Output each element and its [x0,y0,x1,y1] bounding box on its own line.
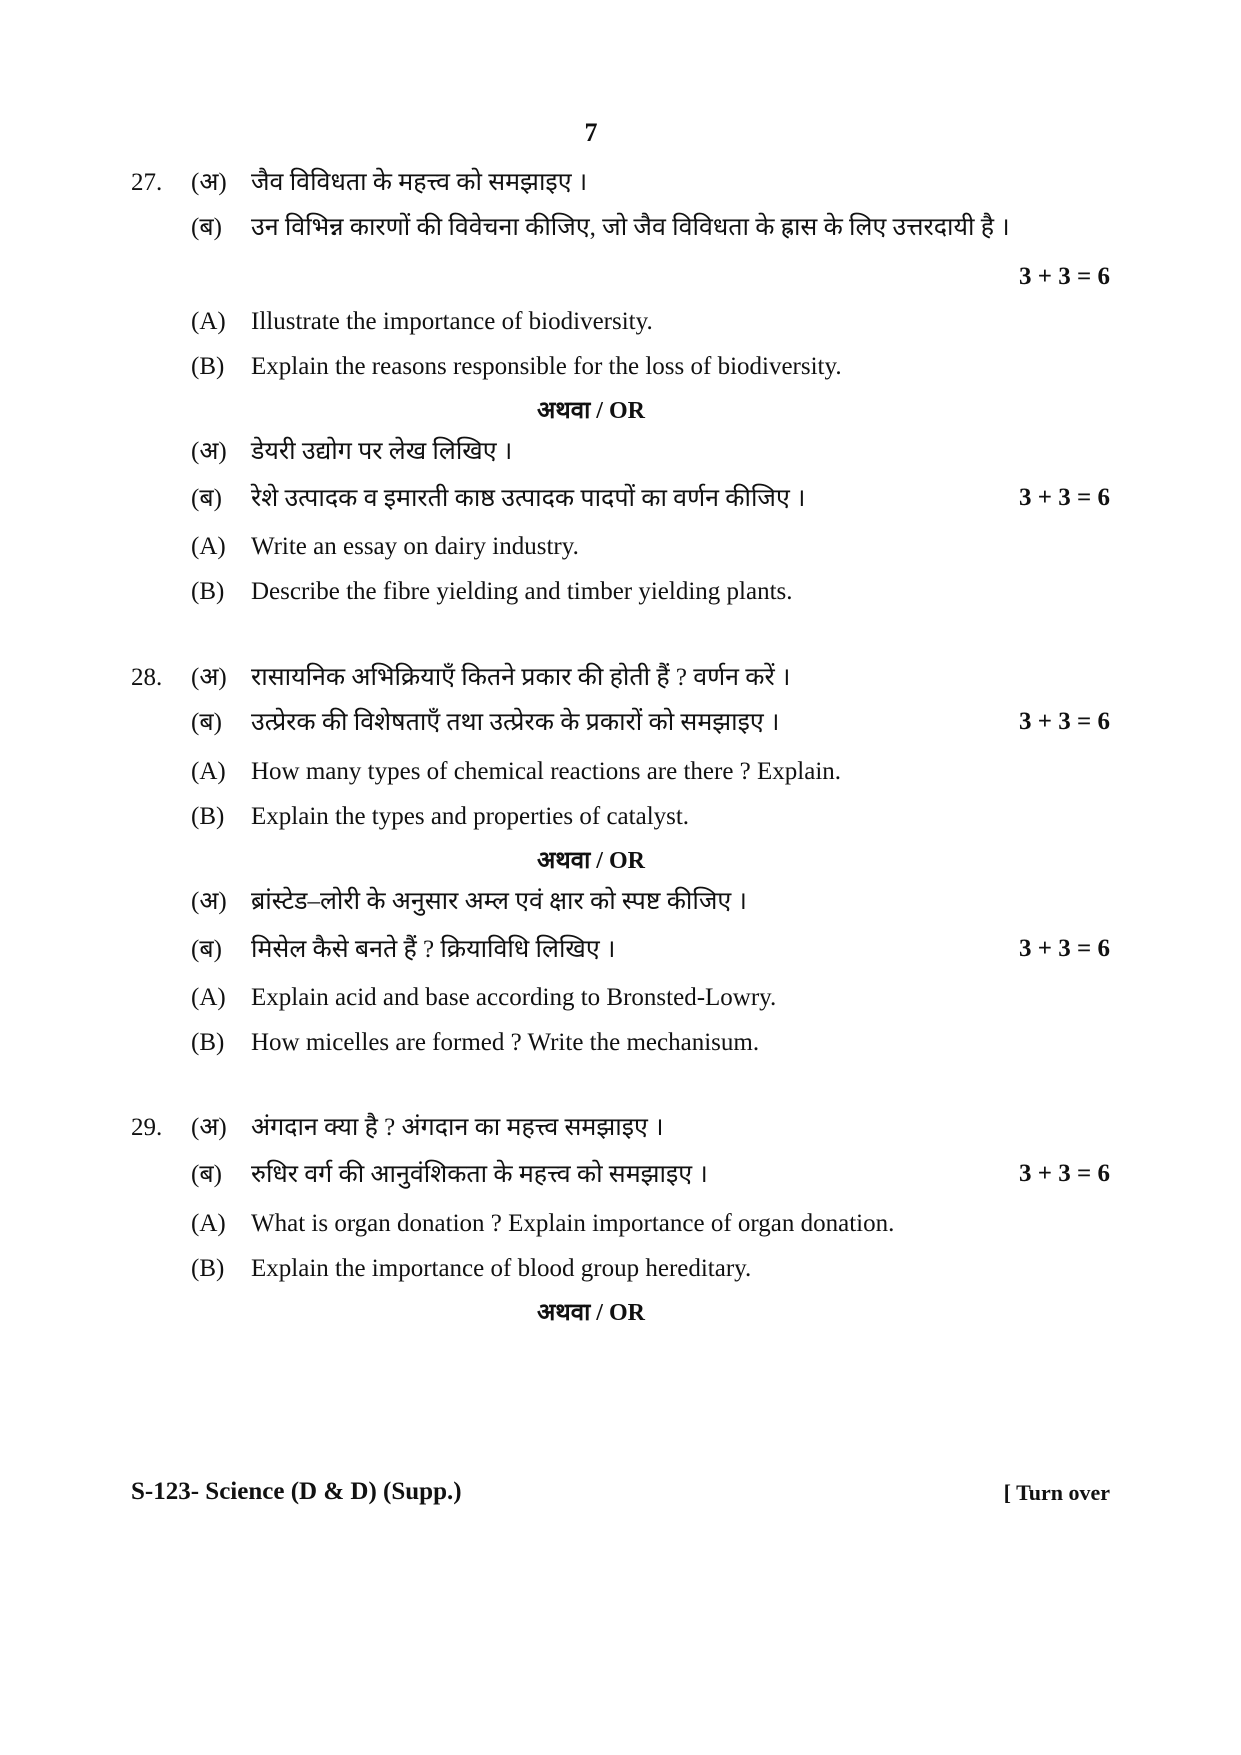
part-label: (अ) [191,438,227,465]
part-text: What is organ donation ? Explain importance of organ donation. [251,1210,895,1237]
part-text: How micelles are formed ? Write the mechanisum. [251,1029,760,1056]
part-text: रुधिर वर्ग की आनुवंशिकता के महत्त्व को समझाइए । [251,1161,708,1188]
part-label: (B) [191,578,225,605]
part-text: उन विभिन्न कारणों की विवेचना कीजिए, जो जैव विविधता के ह्रास के लिए उत्तरदायी है । [251,214,1010,241]
marks: 3 + 3 = 6 [1019,263,1110,290]
part-label: (अ) [191,1114,227,1141]
part-text: Describe the fibre yielding and timber yielding plants. [251,578,793,605]
part-text: अंगदान क्या है ? अंगदान का महत्त्व समझाइए । [251,1114,664,1141]
part-text: Explain the reasons responsible for the loss of biodiversity. [251,353,842,380]
part-text: रासायनिक अभिक्रियाएँ कितने प्रकार की होती हैं ? वर्णन करें । [251,664,791,691]
or-divider: अथवा / OR [537,848,645,874]
part-label: (B) [191,353,225,380]
part-label: (ब) [191,214,222,241]
question-number: 28. [131,664,163,691]
question-number: 27. [131,169,163,196]
part-label: (अ) [191,169,227,196]
part-label: (A) [191,984,226,1011]
turn-over-note: [ Turn over [1003,1480,1110,1505]
part-text: रेशे उत्पादक व इमारती काष्ठ उत्पादक पादपों का वर्णन कीजिए । [251,485,806,512]
part-label: (A) [191,308,226,335]
paper-code: S-123- Science (D & D) (Supp.) [131,1478,462,1505]
marks: 3 + 3 = 6 [1019,935,1110,962]
page-number: 7 [584,118,598,147]
part-text: उत्प्रेरक की विशेषताएँ तथा उत्प्रेरक के प्रकारों को समझाइए । [251,709,780,736]
marks: 3 + 3 = 6 [1019,708,1110,735]
part-label: (अ) [191,664,227,691]
part-label: (ब) [191,936,222,963]
part-text: जैव विविधता के महत्त्व को समझाइए । [251,169,588,196]
part-label: (ब) [191,709,222,736]
part-text: डेयरी उद्योग पर लेख लिखिए । [251,438,513,465]
part-label: (A) [191,533,226,560]
marks: 3 + 3 = 6 [1019,484,1110,511]
part-text: Write an essay on dairy industry. [251,533,579,560]
part-text: Explain the types and properties of catalyst. [251,803,690,830]
question-number: 29. [131,1114,163,1141]
part-label: (B) [191,1255,225,1282]
marks: 3 + 3 = 6 [1019,1160,1110,1187]
part-text: Explain the importance of blood group hereditary. [251,1255,752,1282]
part-text: Explain acid and base according to Bronsted-Lowry. [251,984,777,1011]
or-divider: अथवा / OR [537,398,645,424]
part-text: मिसेल कैसे बनते हैं ? क्रियाविधि लिखिए । [251,936,616,963]
part-text: Illustrate the importance of biodiversity. [251,308,653,335]
part-text: ब्रांस्टेड–लोरी के अनुसार अम्ल एवं क्षार को स्पष्ट कीजिए । [251,888,747,915]
part-label: (A) [191,1210,226,1237]
part-label: (A) [191,758,226,785]
part-text: How many types of chemical reactions are there ? Explain. [251,758,842,785]
part-label: (ब) [191,1161,222,1188]
part-label: (ब) [191,485,222,512]
part-label: (अ) [191,888,227,915]
part-label: (B) [191,803,225,830]
part-label: (B) [191,1029,225,1056]
or-divider: अथवा / OR [537,1300,645,1326]
